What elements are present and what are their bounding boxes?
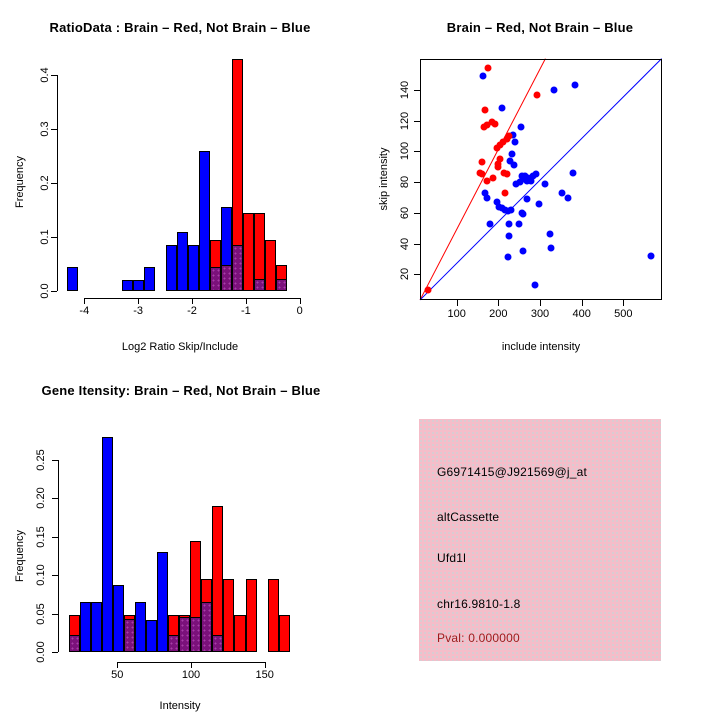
- histogram-bar: [246, 579, 257, 652]
- y-axis-tick: [414, 151, 420, 152]
- x-axis-tick: [117, 662, 118, 668]
- x-axis-tick: [300, 298, 301, 304]
- scatter-point-blue: [523, 196, 530, 203]
- y-axis-tick: [414, 274, 420, 275]
- histogram-overlap-bar: [69, 635, 80, 652]
- y-axis-line: [57, 75, 58, 291]
- histogram-bar: [243, 213, 254, 291]
- histogram-bar: [265, 240, 276, 291]
- histogram-bar: [268, 579, 279, 652]
- histogram-bar: [157, 552, 168, 652]
- histogram-overlap-bar: [254, 279, 265, 291]
- x-tick-label: 50: [111, 669, 124, 681]
- histogram-overlap-bar: [276, 279, 287, 291]
- histogram-bar: [135, 602, 146, 652]
- scatter-point-blue: [571, 82, 578, 89]
- scatter-point-blue: [520, 211, 527, 218]
- y-axis-tick: [414, 90, 420, 91]
- histogram-bar: [133, 280, 144, 291]
- x-tick-label: 0: [296, 305, 303, 317]
- scatter-point-red: [478, 159, 485, 166]
- x-axis-tick: [192, 298, 193, 304]
- y-axis-line: [58, 460, 59, 652]
- y-tick-label: 0.3: [39, 121, 51, 137]
- y-tick-label: 120: [399, 111, 412, 130]
- x-axis-tick: [540, 300, 541, 306]
- histogram-bar: [144, 267, 155, 291]
- y-axis-tick: [51, 291, 57, 292]
- gene-histogram-xlabel: Intensity: [159, 700, 201, 712]
- x-tick-label: 150: [255, 669, 274, 681]
- scatter-point-red: [485, 65, 492, 72]
- x-axis-tick: [582, 300, 583, 306]
- y-axis-tick: [52, 575, 58, 576]
- y-axis-tick: [52, 537, 58, 538]
- scatter-point-blue: [484, 194, 491, 201]
- scatter-point-blue: [487, 220, 494, 227]
- scatter-point-red: [482, 106, 489, 113]
- histogram-bar: [177, 232, 188, 291]
- x-tick-label: 500: [614, 307, 633, 320]
- histogram-bar: [234, 615, 245, 652]
- scatter-point-red: [502, 189, 509, 196]
- scatter-title: Brain – Red, Not Brain – Blue: [446, 20, 634, 35]
- histogram-bar: [80, 602, 91, 652]
- histogram-bar: [67, 267, 78, 291]
- y-axis-tick: [414, 182, 420, 183]
- gene-histogram-title: Gene Itensity: Brain – Red, Not Brain – Blue: [41, 383, 321, 398]
- scatter-point-blue: [570, 169, 577, 176]
- scatter-point-blue: [505, 254, 512, 261]
- scatter-point-red: [533, 91, 540, 98]
- x-axis-tick: [457, 300, 458, 306]
- scatter-point-red: [492, 120, 499, 127]
- x-tick-label: 200: [489, 307, 508, 320]
- y-tick-label: 40: [399, 237, 412, 250]
- histogram-bar: [188, 245, 199, 291]
- scatter-point-blue: [517, 123, 524, 130]
- y-axis-tick: [52, 614, 58, 615]
- scatter-point-blue: [520, 248, 527, 255]
- plot-border: [420, 59, 662, 300]
- x-axis-tick: [623, 300, 624, 306]
- histogram-bar: [113, 585, 124, 652]
- y-tick-label: 0.2: [39, 175, 51, 191]
- y-axis-tick: [52, 652, 58, 653]
- y-axis-tick: [414, 244, 420, 245]
- y-tick-label: 0.20: [35, 487, 47, 510]
- histogram-overlap-bar: [212, 635, 223, 652]
- scatter-point-blue: [507, 206, 514, 213]
- splice-type-text: altCassette: [437, 510, 500, 524]
- ratio-histogram-xlabel: Log2 Ratio Skip/Include: [121, 341, 239, 353]
- scatter-point-blue: [532, 282, 539, 289]
- y-axis-tick: [51, 75, 57, 76]
- scatter-point-red: [494, 163, 501, 170]
- scatter-point-red: [506, 133, 513, 140]
- chromosome-location-text: chr16.9810-1.8: [437, 597, 521, 611]
- scatter-point-blue: [532, 171, 539, 178]
- x-axis-tick: [498, 300, 499, 306]
- x-axis-tick: [246, 298, 247, 304]
- scatter-point-blue: [547, 245, 554, 252]
- y-axis-tick: [51, 129, 57, 130]
- ratio-histogram-title: RatioData : Brain – Red, Not Brain – Blue: [49, 20, 311, 35]
- pvalue-text: Pval: 0.000000: [437, 631, 520, 645]
- histogram-bar: [102, 437, 113, 652]
- scatter-point-red: [504, 171, 511, 178]
- ratio-histogram-ylabel: Frequency: [14, 156, 26, 208]
- y-tick-label: 0.00: [35, 641, 47, 663]
- scatter-point-blue: [536, 200, 543, 207]
- x-tick-label: -1: [240, 305, 251, 317]
- scatter-point-red: [489, 174, 496, 181]
- scatter-point-blue: [541, 180, 548, 187]
- gene-histogram-ylabel: Frequency: [14, 530, 26, 582]
- histogram-overlap-bar: [210, 267, 221, 291]
- y-axis-tick: [52, 460, 58, 461]
- y-tick-label: 0.4: [39, 67, 51, 83]
- scatter-xlabel: include intensity: [501, 341, 581, 353]
- histogram-bar: [279, 615, 290, 652]
- y-axis-tick: [52, 498, 58, 499]
- scatter-point-blue: [647, 252, 654, 259]
- scatter-point-blue: [498, 105, 505, 112]
- scatter-point-blue: [512, 139, 519, 146]
- histogram-bar: [199, 151, 210, 291]
- scatter-point-blue: [515, 220, 522, 227]
- y-tick-label: 0.05: [35, 602, 47, 625]
- histogram-bar: [146, 620, 157, 652]
- x-tick-label: 300: [530, 307, 550, 320]
- histogram-bar: [166, 245, 177, 291]
- y-tick-label: 0.15: [35, 526, 47, 548]
- y-tick-label: 80: [399, 176, 412, 189]
- y-tick-label: 60: [399, 206, 412, 219]
- histogram-overlap-bar: [190, 617, 201, 652]
- histogram-overlap-bar: [124, 619, 135, 652]
- y-tick-label: 100: [399, 142, 412, 161]
- x-axis-tick: [191, 662, 192, 668]
- x-axis-tick: [138, 298, 139, 304]
- y-tick-label: 140: [399, 80, 412, 100]
- histogram-overlap-bar: [221, 265, 232, 291]
- scatter-point-red: [424, 286, 431, 293]
- histogram-bar: [122, 280, 133, 291]
- y-axis-tick: [51, 183, 57, 184]
- x-tick-label: -2: [187, 305, 197, 317]
- y-tick-label: 0.0: [39, 283, 51, 299]
- scatter-ylabel: skip intensity: [378, 147, 390, 211]
- histogram-overlap-bar: [201, 602, 212, 652]
- gene-info-panel: [419, 419, 661, 661]
- x-axis-tick: [265, 662, 266, 668]
- histogram-bar: [212, 506, 223, 652]
- histogram-bar: [91, 602, 102, 652]
- scatter-point-blue: [546, 231, 553, 238]
- y-axis-tick: [414, 121, 420, 122]
- y-axis-tick: [414, 213, 420, 214]
- scatter-point-blue: [565, 194, 572, 201]
- histogram-overlap-bar: [168, 635, 179, 652]
- scatter-point-blue: [511, 162, 518, 169]
- scatter-point-blue: [551, 86, 558, 93]
- y-tick-label: 0.10: [35, 564, 47, 586]
- scatter-point-blue: [506, 220, 513, 227]
- scatter-point-blue: [480, 73, 487, 80]
- gene-name-text: Ufd1l: [437, 551, 467, 565]
- x-tick-label: 400: [572, 307, 591, 320]
- histogram-bar: [223, 579, 234, 652]
- y-tick-label: 0.1: [39, 229, 51, 245]
- histogram-overlap-bar: [179, 617, 190, 652]
- x-tick-label: -4: [79, 305, 90, 317]
- y-tick-label: 0.25: [35, 449, 47, 471]
- scatter-point-blue: [506, 232, 513, 239]
- y-tick-label: 20: [399, 268, 412, 281]
- y-axis-tick: [51, 237, 57, 238]
- x-tick-label: -3: [133, 305, 144, 317]
- probe-id-text: G6971415@J921569@j_at: [437, 465, 588, 479]
- histogram-overlap-bar: [232, 245, 243, 291]
- x-tick-label: 100: [181, 669, 201, 681]
- x-axis-tick: [84, 298, 85, 304]
- x-tick-label: 100: [447, 307, 466, 320]
